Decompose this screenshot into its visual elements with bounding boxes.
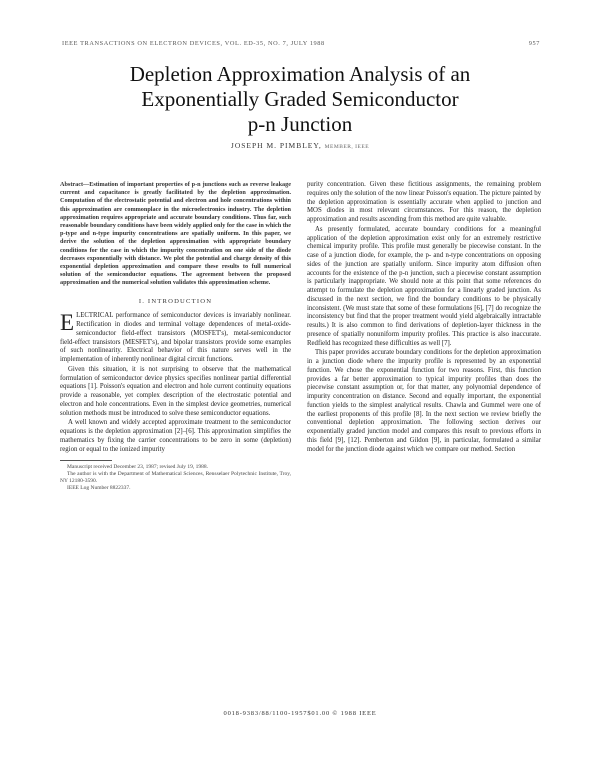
author-membership: MEMBER, IEEE [324,144,370,150]
paper-title [60,62,540,137]
body-paragraph: purity concentration. Given these fictitious assignments, the remaining problem requires only the solution of the now linear Poisson's equation. The picture painted by the depletion approximation is essentially accurate when applied to junction and MOS diodes in most relevant circumstances. For this reason, the depletion approximation and results ascending from this method are quite valuable. [307,181,541,223]
author-name: JOSEPH M. PIMBLEY, [230,141,322,150]
footnote-received: Manuscript received December 23, 1987; revised July 19, 1988. [67,464,208,471]
author-line [60,141,540,150]
intro-p1-text: LECTRICAL performance of semiconductor devices is invariably nonlinear. Rectification in diodes and terminal voltage dependences of metal-oxide-semiconductor field-effect transistors (MOSFET's), metal-semiconductor field-effect transistors (MESFET's), and bipolar transistors provide some examples of such nonlinearity. Electrical behavior of this nature serves well in the implementation of inherently nonlinear digital circuit functions. [60,312,291,364]
footnote-affiliation: The author is with the Department of Mathematical Sciences, Rensselaer Polytechnic Institute, Troy, NY 12180-3590. [60,471,291,485]
footnote-log: IEEE Log Number 8822337. [67,485,131,492]
left-column [60,181,291,492]
section-heading: I. INTRODUCTION [138,297,213,305]
intro-paragraph [60,312,291,365]
page-number: 957 [528,40,540,47]
title-line: p-n Junction [247,112,353,136]
intro-paragraph-3: A well known and widely accepted approximate treatment to the semiconductor equations is the depletion approximation [2]–[6]. This approximation simplifies the mathematics by fixing the carrier concentrations to be zero in some (depletion) region or equal to the ionized impurity [60,419,291,453]
title-line: Depletion Approximation Analysis of an [129,62,471,86]
title-line: Exponentially Graded Semiconductor [141,87,459,111]
running-head [62,40,540,47]
abstract: Abstract—Estimation of important properties of p-n junctions such as reverse leakage current and capacitance is greatly facilitated by the depletion approximation. Computation of the electrostatic potential and electron and hole concentrations within this approximation are commonplace in the microelectronics industry. The depletion approximation requires appropriate and accurate boundary conditions. Thus far, such reasonable boundary conditions have been widely applied only for the case in which the p-type and n-type impurity concentrations are spatially uniform. In this paper, we derive the solution of the depletion approximation with appropriate boundary conditions for the case in which the impurity concentration on one side of the diode decreases exponentially with distance. We plot the potential and charge density of this exponential depletion approximation and compare these results to full numerical solution of the semiconductor equations. The agreement between the proposed approximation and the numerical solution validates this approximation scheme. [60,181,291,287]
body-paragraph: This paper provides accurate boundary conditions for the depletion approximation in a junction diode where the impurity profile is represented by an exponential function. We chose the exponential function for two reasons. First, this function provides a far better approximation to typical impurity profiles than does the piecewise constant assumption or, for that matter, any polynomial dependence of impurity concentration on distance. Second and equally important, the exponential function yields to the simplest analytical results. Chawla and Gummel were one of the earliest proponents of this profile [8]. In the next section we review briefly the conventional depletion approximation. The following section derives our exponentially graded junction model and compares this result to previous efforts in this field [9], [12]. Pemberton and Gildon [9], in particular, formulated a similar model for the junction diode against which we compare our method. Section [307,349,541,453]
right-column [307,181,541,455]
footnote [60,464,291,492]
body-paragraph: As presently formulated, accurate boundary conditions for a meaningful application of the depletion approximation exist only for an extremely restrictive chemical impurity profile. This profile must generally be piecewise constant. In the case of a junction diode, for example, the p- and n-type concentrations on opposing sides of the junction are spatially uniform. Since impurity atom diffusion often accounts for the existence of the p-n junction, such a piecewise constant assumption is particularly inappropriate. We should note at this point that some references do attempt to formulate the depletion approximation for a linearly graded junction. As discussed in the next section, we find the boundary conditions to be physically inconsistent. (We must state that some of these formulations [6], [7] do recognize the inconsistency but find that the proper treatment would yield algebraically intractable results.) It is also common to find derivations of depletion-layer thickness in the presence of spatially nonuniform impurity profiles. This practice is also inaccurate. Redfield has recognized these difficulties as well [7]. [307,225,541,347]
footnote-divider [60,460,112,461]
copyright-line: 0018-9383/88/1100-1957$01.00 © 1988 IEEE [223,710,377,717]
journal-header: IEEE TRANSACTIONS ON ELECTRON DEVICES, VOL. ED-35, NO. 7, JULY 1988 [62,40,325,47]
intro-paragraph-2: Given this situation, it is not surprising to observe that the mathematical formulation of semiconductor device physics specifies nonlinear partial differential equations [1]. Poisson's equation and electron and hole current continuity equations provide a reasonable, yet complex description of the electrostatic potential and electron and hole concentrations. Even in the simplest device geometries, numerical solution methods must be introduced to solve these semiconductor equations. [60,365,291,417]
drop-cap: E [60,310,75,336]
